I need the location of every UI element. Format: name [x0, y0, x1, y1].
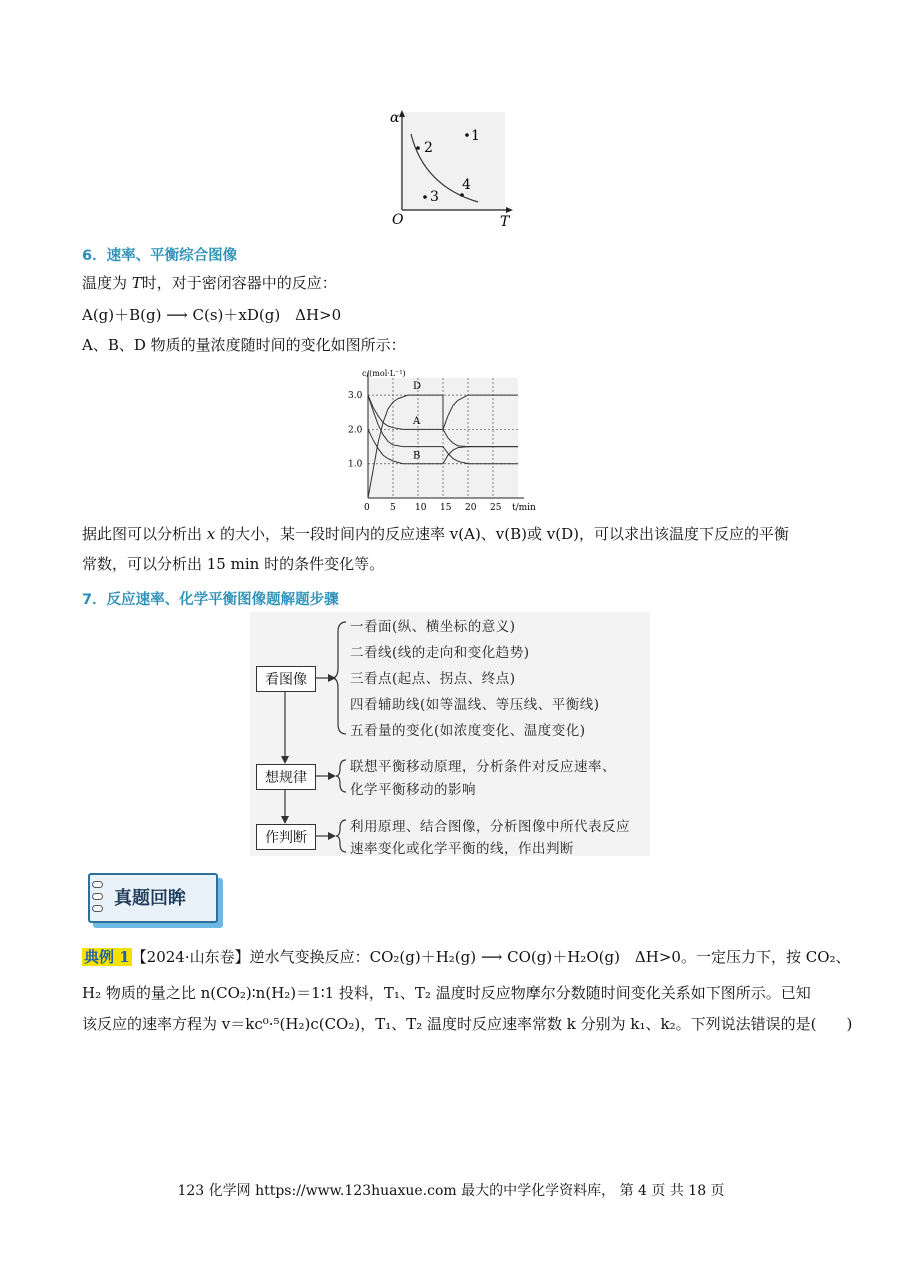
flow-item-think-1: 联想平衡移动原理，分析条件对反应速率、 — [350, 759, 616, 775]
after-chart-line-1-v: v(A)、v(B)或 v(D)，可以求出该温度下反应的平衡 — [449, 525, 789, 543]
binder-ring-icon — [92, 881, 103, 888]
point-label-3: 3 — [430, 189, 439, 205]
flow-box-look-at-graph: 看图像 — [256, 666, 316, 692]
x-axis-label: t/min — [512, 503, 536, 513]
x-tick-label: 25 — [490, 503, 502, 513]
reaction-equation: A(g)＋B(g) ⟶ C(s)＋xD(g) ΔH>0 — [82, 306, 342, 324]
example-1-line-1 — [82, 946, 851, 968]
flow-item-look-1: 一看面(纵、横坐标的意义) — [350, 619, 516, 635]
t-axis-label: T — [500, 214, 510, 230]
section-7-heading: 7．反应速率、化学平衡图像题解题步骤 — [82, 592, 339, 608]
flow-box-make-judgement: 作判断 — [256, 824, 316, 850]
y-tick-label: 1.0 — [348, 459, 363, 470]
alpha-temperature-figure — [380, 108, 515, 233]
after-chart-line-1 — [82, 523, 789, 545]
section-6-line-1 — [82, 272, 337, 294]
after-chart-line-1-x: x — [206, 525, 216, 543]
page-footer: 123 化学网 https://www.123huaxue.com 最大的中学化学资料库， 第 4 页 共 18 页 — [177, 1183, 725, 1199]
after-chart-line-1-b: 的大小，某一段时间内的反应速率 — [215, 525, 450, 543]
flow-item-judge-2: 速率变化或化学平衡的线，作出判断 — [350, 841, 574, 857]
section-6-line-1-T: T — [131, 274, 142, 292]
badge-title: 真题回眸 — [114, 888, 186, 909]
flow-item-look-5: 五看量的变化(如浓度变化、温度变化) — [350, 723, 586, 739]
point-label-4: 4 — [462, 177, 471, 193]
y-tick-label: 3.0 — [348, 391, 363, 402]
binder-ring-icon — [92, 905, 103, 912]
origin-label: O — [392, 212, 404, 228]
section-6-line-1-a: 温度为 — [82, 274, 132, 292]
flow-item-look-2: 二看线(线的走向和变化趋势) — [350, 645, 530, 661]
x-tick-label: 5 — [390, 503, 396, 513]
point-label-2: 2 — [424, 140, 433, 156]
flow-box-think-rules: 想规律 — [256, 764, 316, 790]
y-tick-label: 2.0 — [348, 425, 363, 436]
example-1-line-3: 该反应的速率方程为 v＝kc⁰·⁵(H₂)c(CO₂)，T₁、T₂ 温度时反应速率常数 k 分别为 k₁、k₂。下列说法错误的是( ) — [82, 1015, 853, 1033]
flow-item-look-3: 三看点(起点、拐点、终点) — [350, 671, 516, 687]
flow-item-look-4: 四看辅助线(如等温线、等压线、平衡线) — [350, 697, 600, 713]
x-tick-label: 15 — [440, 503, 452, 513]
example-1-line-1-text: 【2024·山东卷】逆水气变换反应：CO₂(g)＋H₂(g) ⟶ CO(g)＋H₂O(g) ΔH>0。一定压力下，按 CO₂、 — [131, 948, 851, 966]
solving-steps-flowchart — [250, 612, 650, 856]
x-tick-label: 10 — [415, 503, 427, 513]
concentration-time-chart — [340, 364, 540, 514]
after-chart-line-2: 常数，可以分析出 15 min 时的条件变化等。 — [82, 555, 385, 573]
flow-item-judge-1: 利用原理、结合图像，分析图像中所代表反应 — [350, 819, 630, 835]
section-6-line-1-b: 时，对于密闭容器中的反应： — [141, 274, 337, 292]
series-label-D: D — [413, 381, 422, 393]
x-tick-label: 20 — [465, 503, 477, 513]
series-label-B: B — [413, 450, 421, 462]
alpha-axis-label: α — [390, 110, 400, 126]
section-6-heading: 6．速率、平衡综合图像 — [82, 248, 238, 264]
example-tag: 典例 1 — [84, 948, 130, 966]
section-6-line-3: A、B、D 物质的量浓度随时间的变化如图所示： — [82, 336, 406, 354]
after-chart-line-1-a: 据此图可以分析出 — [82, 525, 207, 543]
example-1-line-2: H₂ 物质的量之比 n(CO₂)∶n(H₂)＝1∶1 投料，T₁、T₂ 温度时反应物摩尔分数随时间变化关系如下图所示。已知 — [82, 984, 811, 1002]
series-label-A: A — [413, 416, 421, 427]
point-label-1: 1 — [471, 128, 480, 144]
y-axis-label: c/(mol·L⁻¹) — [362, 369, 406, 378]
x-tick-label: 0 — [364, 503, 370, 513]
review-badge — [88, 873, 220, 925]
flow-item-think-2: 化学平衡移动的影响 — [350, 782, 476, 798]
binder-ring-icon — [92, 893, 103, 900]
